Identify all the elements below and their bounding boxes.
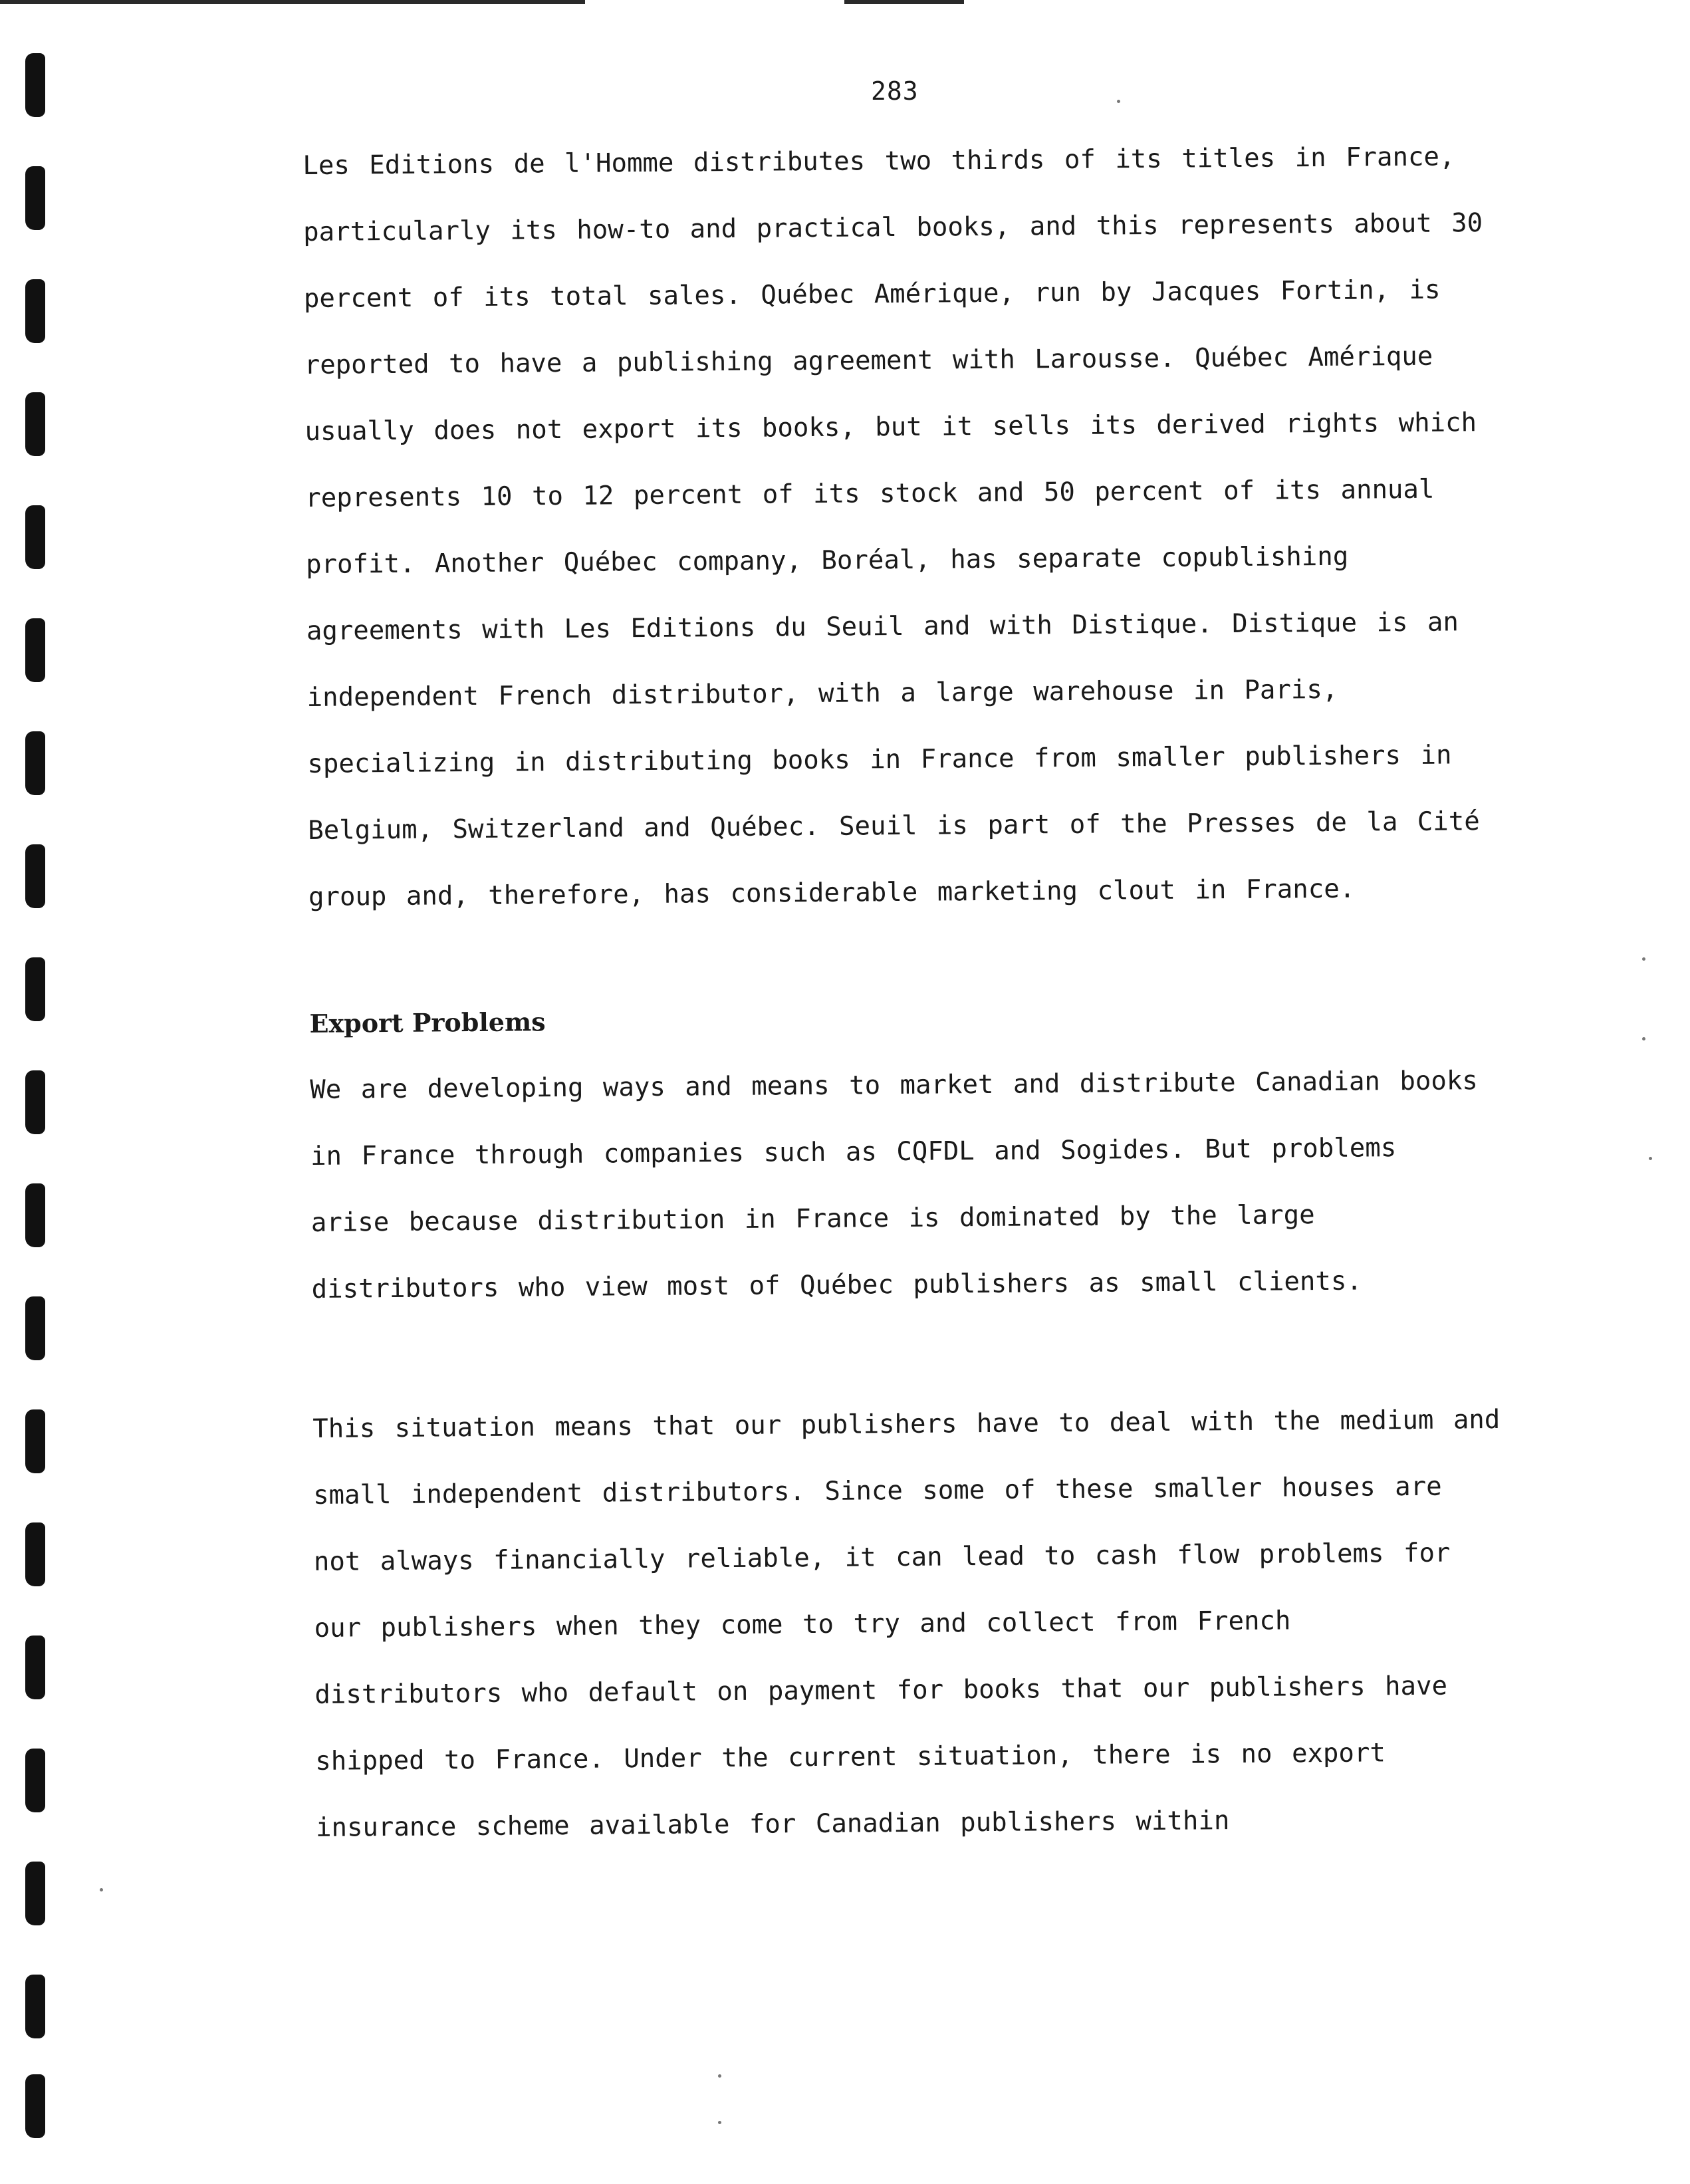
binding-mark bbox=[25, 618, 45, 682]
text-line: distributors who default on payment for books that our publishers have bbox=[314, 1671, 1448, 1710]
paragraph-gap bbox=[312, 1313, 1562, 1396]
binding-mark bbox=[25, 1975, 45, 2038]
scan-speck bbox=[1642, 1037, 1645, 1040]
text-line: group and, therefore, has considerable marketing clout in France. bbox=[308, 874, 1356, 912]
binding-mark bbox=[25, 957, 45, 1021]
text-line: specializing in distributing books in France from smaller publishers in bbox=[307, 740, 1452, 779]
binding-mark bbox=[25, 1749, 45, 1812]
text-line: arise because distribution in France is dominated by the large bbox=[310, 1200, 1315, 1238]
text-line: particularly its how-to and practical books, and this represents about 30 bbox=[302, 208, 1483, 247]
binding-mark bbox=[25, 1409, 45, 1473]
paragraph-situation bbox=[312, 1386, 1566, 1862]
top-edge-rule-left bbox=[0, 0, 585, 4]
binding-mark bbox=[25, 1862, 45, 1925]
binding-mark bbox=[25, 1522, 45, 1586]
document-body bbox=[302, 123, 1566, 1862]
text-line: insurance scheme available for Canadian publishers within bbox=[315, 1806, 1230, 1843]
scan-speck bbox=[1642, 957, 1645, 961]
paragraph-export-problems bbox=[310, 1047, 1562, 1323]
scan-speck bbox=[718, 2074, 721, 2078]
text-line: small independent distributors. Since some of these smaller houses are bbox=[312, 1471, 1442, 1511]
scan-speck bbox=[100, 1888, 103, 1891]
text-line: percent of its total sales. Québec Amérique, run by Jacques Fortin, is bbox=[303, 275, 1441, 314]
scan-speck bbox=[1117, 100, 1120, 103]
scan-speck bbox=[1649, 1157, 1652, 1160]
text-line: represents 10 to 12 percent of its stock and 50 percent of its annual bbox=[305, 474, 1435, 513]
text-line: our publishers when they come to try and collect from French bbox=[314, 1606, 1291, 1643]
text-line: profit. Another Québec company, Boréal, has separate copublishing bbox=[305, 541, 1349, 580]
binding-mark bbox=[25, 166, 45, 230]
text-line: in France through companies such as CQFDL and Sogides. But problems bbox=[310, 1133, 1397, 1171]
binding-mark bbox=[25, 1296, 45, 1360]
binding-mark bbox=[25, 505, 45, 569]
binding-mark bbox=[25, 1183, 45, 1247]
binding-mark bbox=[25, 731, 45, 795]
binding-mark bbox=[25, 1636, 45, 1699]
text-line: usually does not export its books, but it sells its derived rights which bbox=[304, 408, 1477, 447]
section-heading: Export Problems bbox=[309, 1007, 546, 1038]
text-line: not always financially reliable, it can lead to cash flow problems for bbox=[313, 1538, 1451, 1577]
text-line: This situation means that our publishers have to deal with the medium and bbox=[312, 1404, 1501, 1444]
page-number: 283 bbox=[871, 76, 919, 106]
text-line: We are developing ways and means to market and distribute Canadian books bbox=[310, 1066, 1478, 1105]
text-line: shipped to France. Under the current situation, there is no export bbox=[315, 1738, 1386, 1776]
binding-mark bbox=[25, 1070, 45, 1134]
text-line: distributors who view most of Québec publishers as small clients. bbox=[311, 1266, 1362, 1304]
binding-mark bbox=[25, 2074, 45, 2138]
binding-hole-marks bbox=[25, 40, 65, 2154]
text-line: Belgium, Switzerland and Québec. Seuil is part of the Presses de la Cité bbox=[308, 806, 1480, 846]
binding-mark bbox=[25, 279, 45, 343]
paragraph-distribution-agreements bbox=[302, 123, 1558, 931]
text-line: independent French distributor, with a large warehouse in Paris, bbox=[306, 674, 1338, 713]
text-line: reported to have a publishing agreement with Larousse. Québec Amérique bbox=[304, 341, 1433, 380]
text-line: agreements with Les Editions du Seuil and with Distique. Distique is an bbox=[306, 607, 1459, 646]
text-line: Les Editions de l'Homme distributes two thirds of its titles in France, bbox=[302, 142, 1455, 181]
binding-mark bbox=[25, 53, 45, 117]
scan-speck bbox=[718, 2121, 721, 2124]
binding-mark bbox=[25, 844, 45, 908]
binding-mark bbox=[25, 392, 45, 456]
top-edge-rule-mid bbox=[844, 0, 964, 4]
